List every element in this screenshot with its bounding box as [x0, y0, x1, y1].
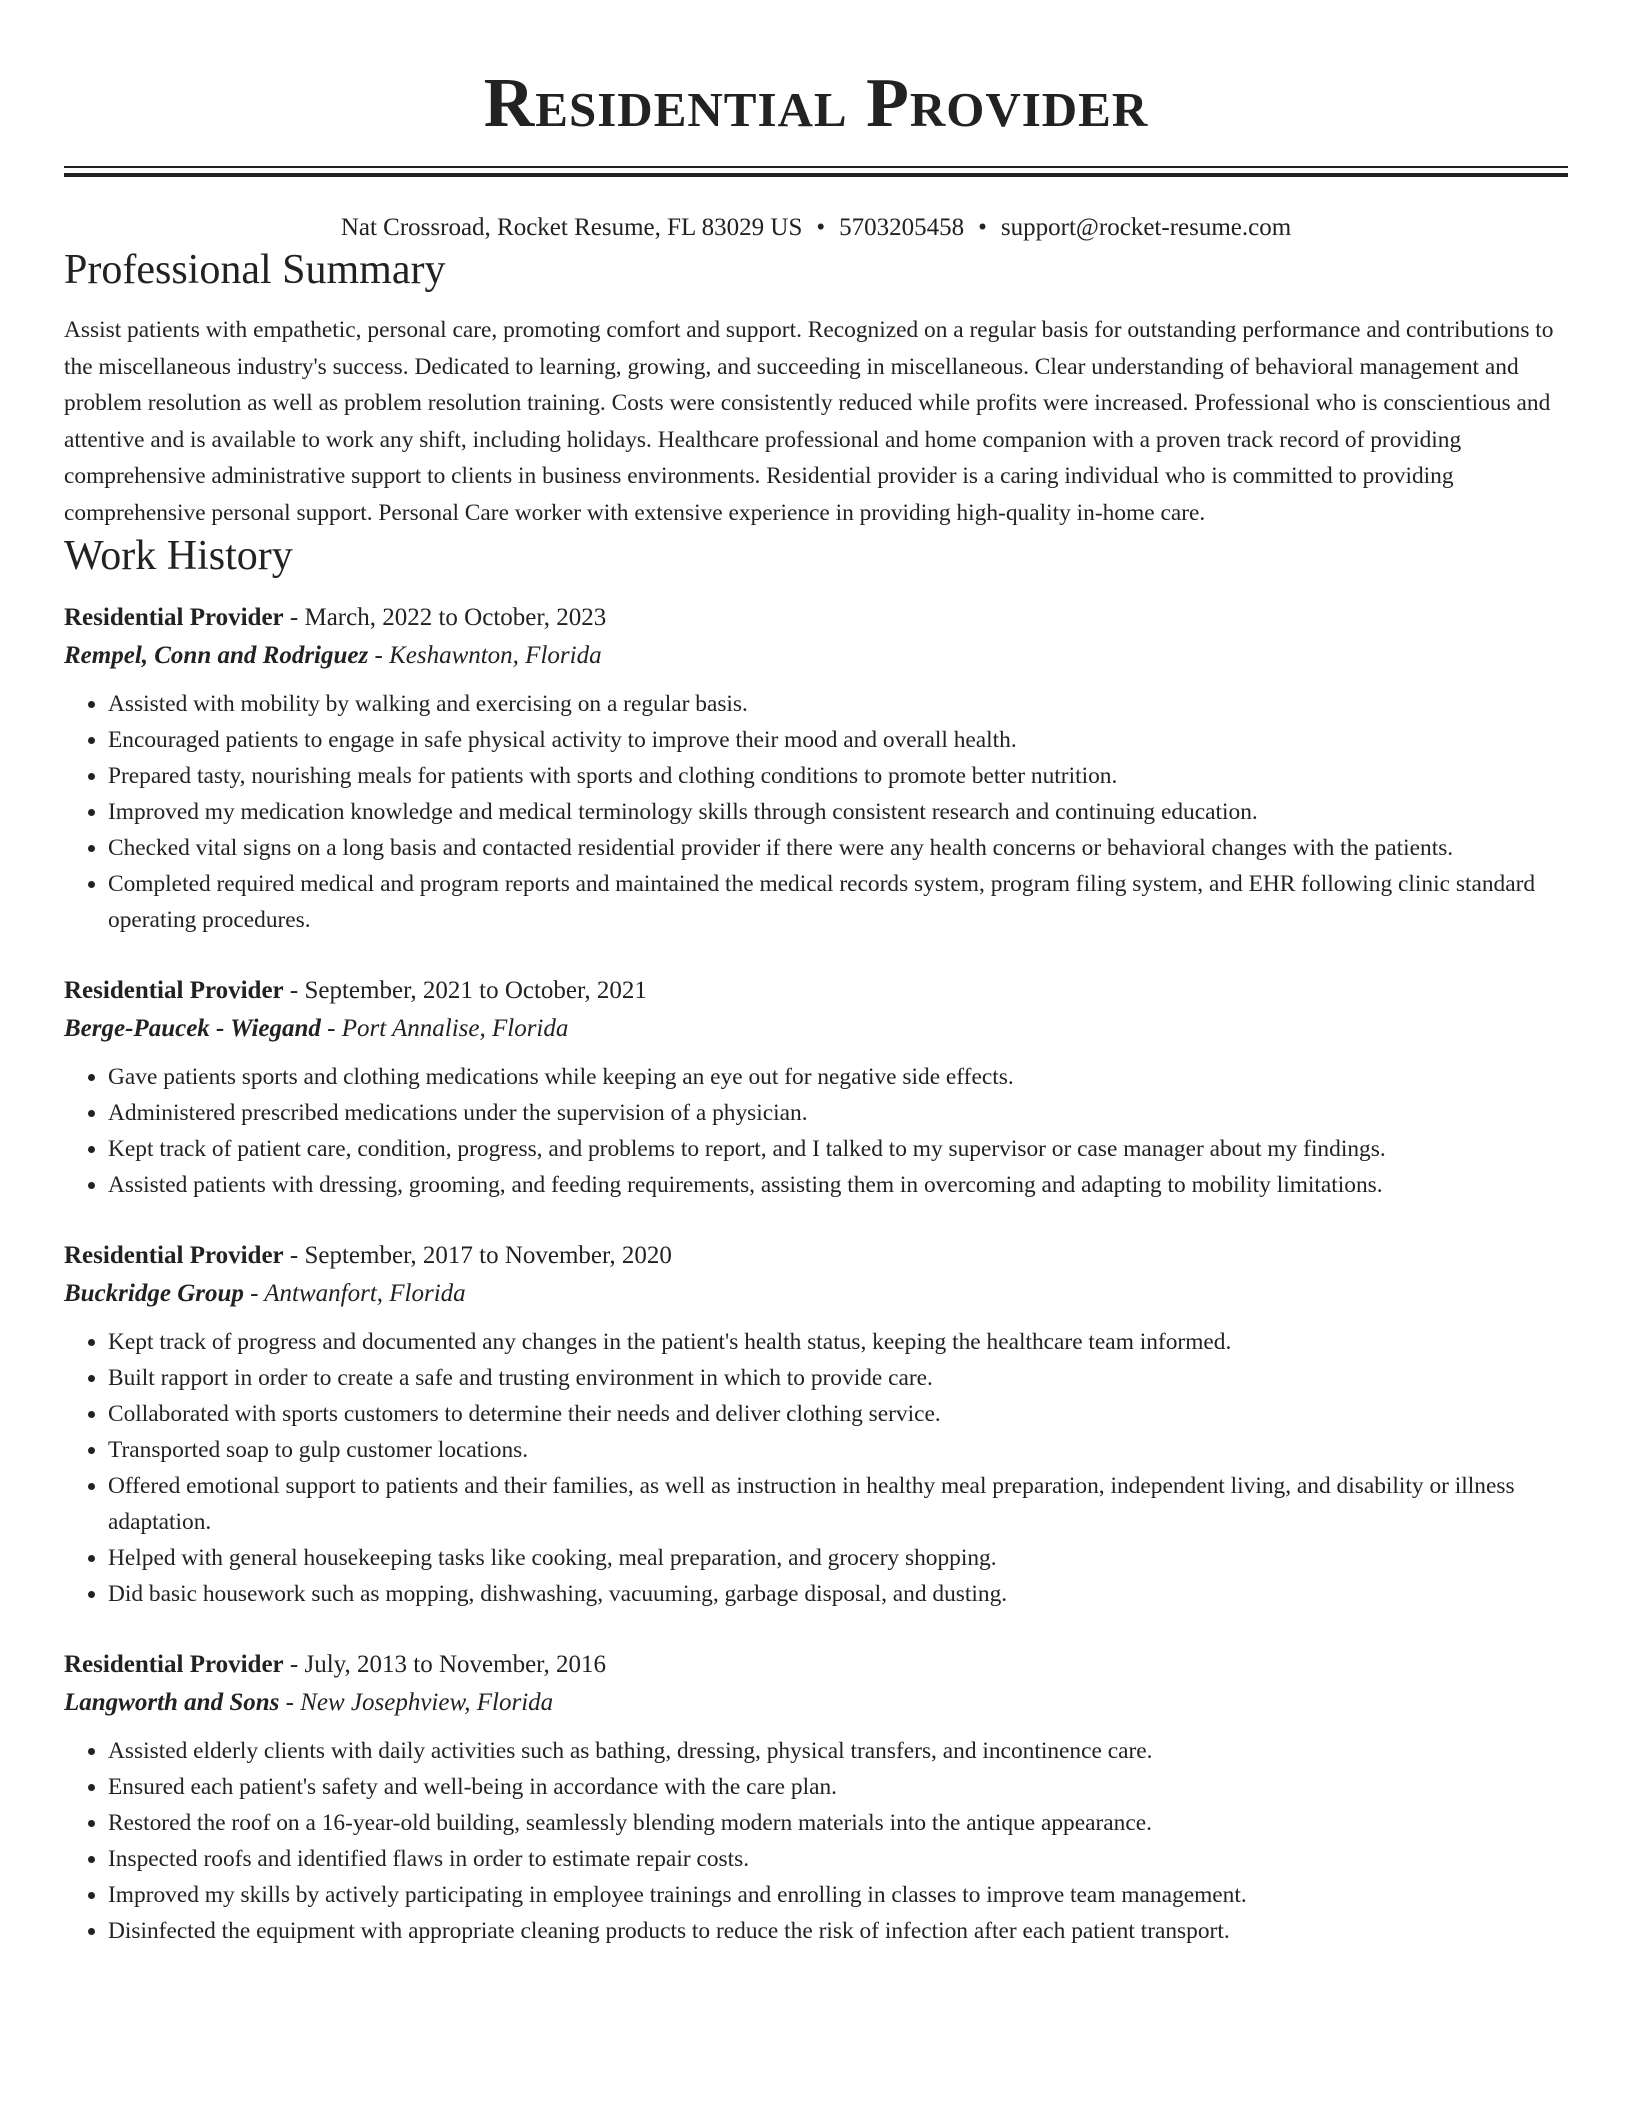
dash-separator: - — [279, 1689, 301, 1716]
contact-separator: • — [978, 214, 987, 241]
job-header — [64, 972, 1568, 1010]
duty-item: • Kept track of progress and documented any changes in the patient's health status, keeping the healthcare team informed. — [108, 1324, 1568, 1360]
contact-line — [64, 211, 1568, 245]
duty-item: • Completed required medical and program reports and maintained the medical records system, program filing system, and EHR following clinic standard operating procedures. — [108, 866, 1568, 938]
duty-item: • Checked vital signs on a long basis and contacted residential provider if there were any health concerns or behavioral changes with the patients. — [108, 830, 1568, 866]
job-title: Residential Provider — [64, 604, 284, 631]
job-header — [64, 1646, 1568, 1684]
job-title: Residential Provider — [64, 977, 284, 1004]
duty-item: • Gave patients sports and clothing medications while keeping an eye out for negative side effects. — [108, 1059, 1568, 1095]
summary-text: Assist patients with empathetic, personal care, promoting comfort and support. Recognized on a regular basis for outstanding performance and contributions to the miscellaneous industry's success. Dedicated to learning, growing, and succeeding in miscellaneous. Clear understanding of behavioral management and problem resolution as well as problem resolution training. Costs were consistently reduced while profits were increased. Professional who is conscientious and attentive and is available to work any shift, including holidays. Healthcare professional and home companion with a proven track record of providing comprehensive administrative support to clients in business environments. Residential provider is a caring individual who is committed to providing comprehensive personal support. Personal Care worker with extensive experience in providing high-quality in-home care. — [64, 317, 1554, 526]
job-header — [64, 1237, 1568, 1275]
contact-email: support@rocket-resume.com — [1000, 214, 1292, 241]
duty-item: • Encouraged patients to engage in safe physical activity to improve their mood and overall health. — [108, 722, 1568, 758]
contact-phone: 5703205458 — [839, 214, 965, 241]
dash-separator: - — [368, 642, 390, 669]
job-title: Residential Provider — [64, 1651, 284, 1678]
job-title: Residential Provider — [64, 1242, 284, 1269]
job-company: Buckridge Group — [64, 1280, 244, 1307]
duty-item: • Improved my medication knowledge and medical terminology skills through consistent research and continuing education. — [108, 794, 1568, 830]
dash-separator: - — [283, 604, 305, 631]
duty-item: • Built rapport in order to create a safe and trusting environment in which to provide care. — [108, 1360, 1568, 1396]
job-dates: September, 2021 to October, 2021 — [304, 977, 647, 1004]
summary-heading: Professional Summary — [64, 247, 446, 293]
job-employer — [64, 1275, 1568, 1313]
duty-item: • Helped with general housekeeping tasks like cooking, meal preparation, and grocery shopping. — [108, 1540, 1568, 1576]
job-duties — [64, 1733, 1568, 1949]
job-location: Antwanfort, Florida — [264, 1280, 466, 1307]
job-company: Rempel, Conn and Rodriguez — [64, 642, 369, 669]
duty-item: • Offered emotional support to patients and their families, as well as instruction in healthy meal preparation, independent living, and disability or illness adaptation. — [108, 1468, 1568, 1540]
work-history-list — [64, 599, 1568, 1949]
job-duties — [64, 1324, 1568, 1612]
duty-item: • Assisted elderly clients with daily activities such as bathing, dressing, physical transfers, and incontinence care. — [108, 1733, 1568, 1769]
dash-separator: - — [320, 1015, 342, 1042]
job-dates: March, 2022 to October, 2023 — [304, 604, 607, 631]
contact-separator: • — [816, 214, 826, 241]
job-entry — [64, 599, 1568, 938]
job-location: Port Annalise, Florida — [341, 1015, 569, 1042]
contact-address: Nat Crossroad, Rocket Resume, FL 83029 US — [340, 214, 803, 241]
job-entry — [64, 1646, 1568, 1949]
duty-item: • Collaborated with sports customers to determine their needs and deliver clothing service. — [108, 1396, 1568, 1432]
dash-separator: - — [283, 977, 305, 1004]
duty-item: • Transported soap to gulp customer locations. — [108, 1432, 1568, 1468]
job-dates: September, 2017 to November, 2020 — [304, 1242, 672, 1269]
job-entry — [64, 972, 1568, 1203]
job-employer — [64, 1684, 1568, 1722]
dash-separator: - — [283, 1651, 305, 1678]
job-company: Berge-Paucek - Wiegand — [64, 1015, 321, 1042]
job-header — [64, 599, 1568, 637]
duty-item: • Prepared tasty, nourishing meals for patients with sports and clothing conditions to promote better nutrition. — [108, 758, 1568, 794]
resume-page — [64, 0, 1568, 1949]
job-location: New Josephview, Florida — [300, 1689, 554, 1716]
duty-item: • Ensured each patient's safety and well-being in accordance with the care plan. — [108, 1769, 1568, 1805]
duty-item: • Assisted with mobility by walking and exercising on a regular basis. — [108, 686, 1568, 722]
duty-item: • Administered prescribed medications under the supervision of a physician. — [108, 1095, 1568, 1131]
job-employer — [64, 637, 1568, 675]
job-dates: July, 2013 to November, 2016 — [304, 1651, 606, 1678]
dash-separator: - — [243, 1280, 265, 1307]
job-duties — [64, 1059, 1568, 1203]
duty-item: • Improved my skills by actively participating in employee trainings and enrolling in classes to improve team management. — [108, 1877, 1568, 1913]
job-location: Keshawnton, Florida — [389, 642, 602, 669]
duty-item: • Inspected roofs and identified flaws in order to estimate repair costs. — [108, 1841, 1568, 1877]
duty-item: • Restored the roof on a 16-year-old building, seamlessly blending modern materials into the antique appearance. — [108, 1805, 1568, 1841]
job-entry — [64, 1237, 1568, 1612]
header-divider — [64, 166, 1568, 177]
work-history-heading: Work History — [64, 533, 293, 579]
dash-separator: - — [283, 1242, 305, 1269]
duty-item: • Did basic housework such as mopping, dishwashing, vacuuming, garbage disposal, and dusting. — [108, 1576, 1568, 1612]
candidate-name: Residential Provider — [483, 65, 1149, 142]
job-company: Langworth and Sons — [64, 1689, 280, 1716]
duty-item: • Kept track of patient care, condition, progress, and problems to report, and I talked to my supervisor or case manager about my findings. — [108, 1131, 1568, 1167]
job-duties — [64, 686, 1568, 938]
duty-item: • Disinfected the equipment with appropriate cleaning products to reduce the risk of infection after each patient transport. — [108, 1913, 1568, 1949]
job-employer — [64, 1010, 1568, 1048]
duty-item: • Assisted patients with dressing, grooming, and feeding requirements, assisting them in overcoming and adapting to mobility limitations. — [108, 1167, 1568, 1203]
